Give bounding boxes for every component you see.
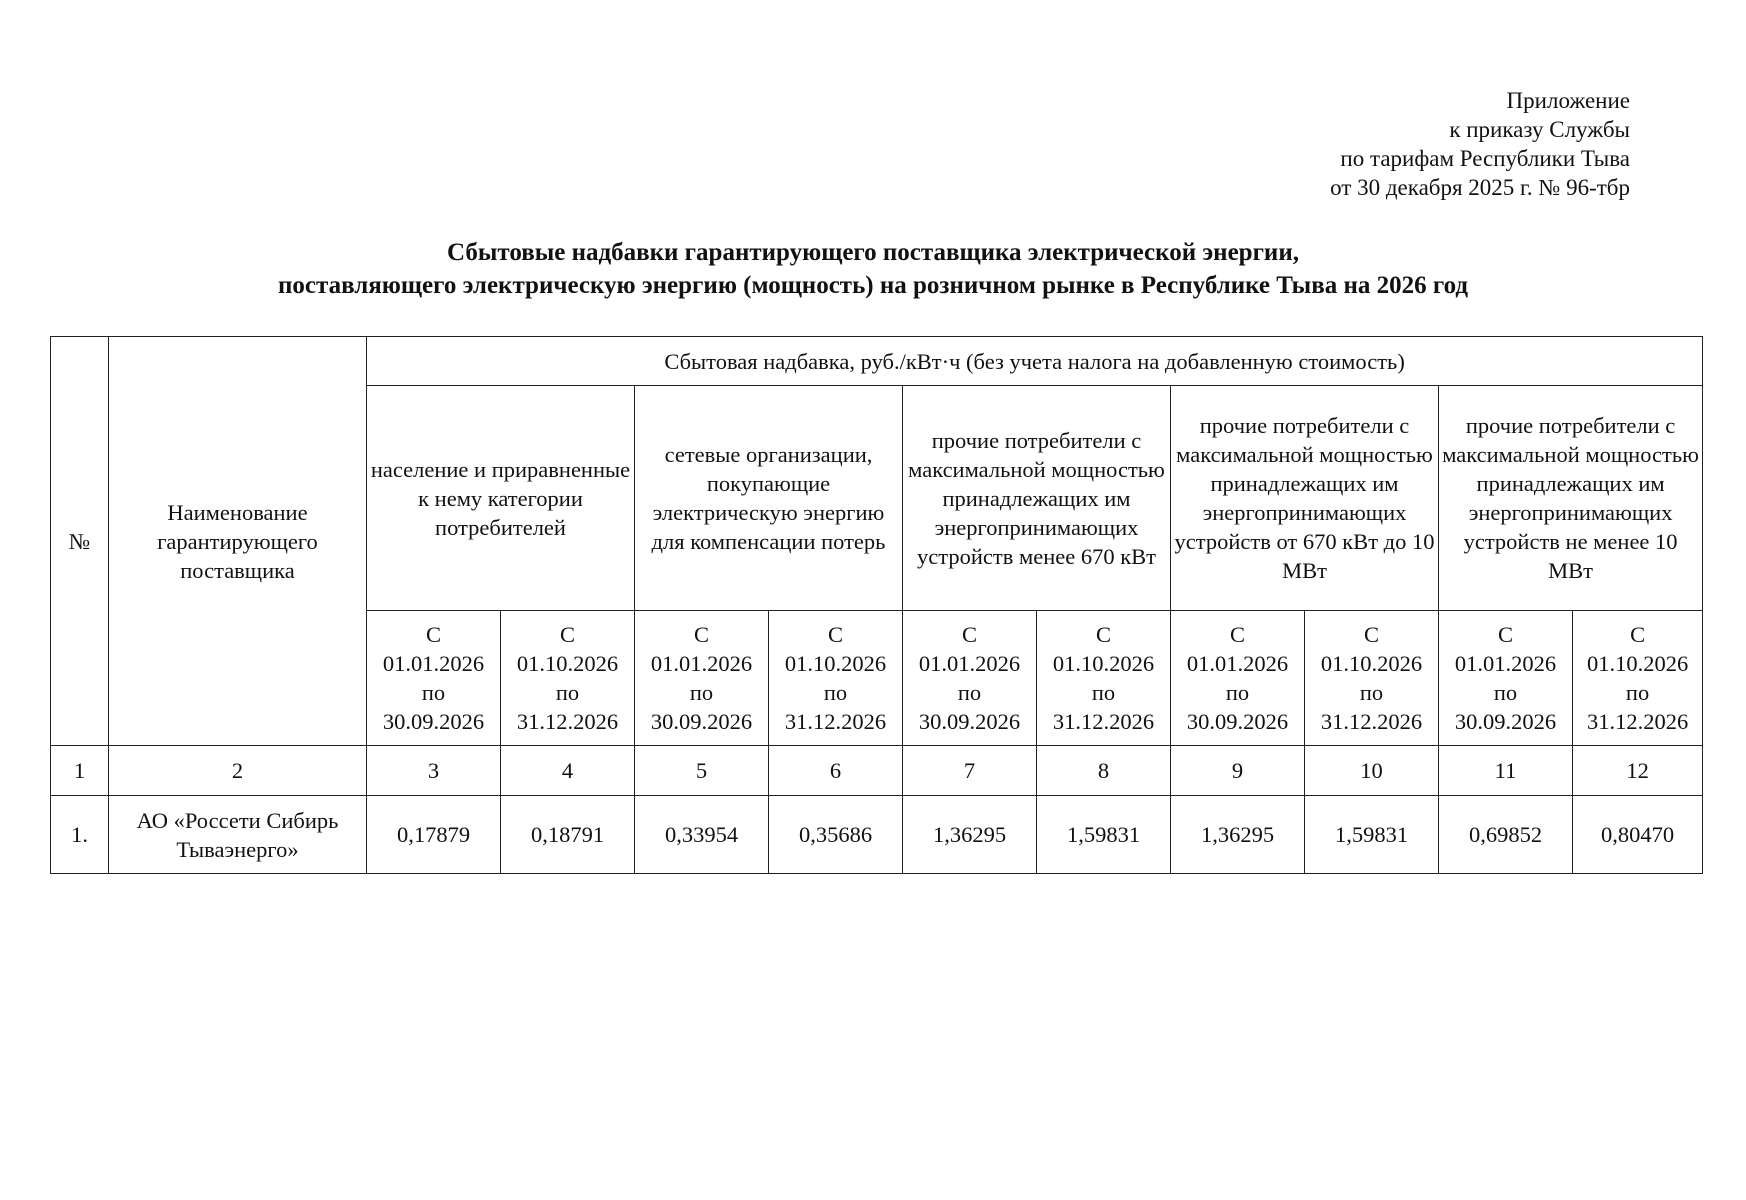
column-number-cell: 1 <box>51 746 109 796</box>
period-cell-h1: С 01.01.2026 по 30.09.2026 <box>1171 611 1305 746</box>
header-category-over-10mw: прочие потребители с максимальной мощностью принадлежащих им энергопринимающих устройств не менее 10 МВт <box>1439 386 1703 611</box>
appendix-line-2: к приказу Службы <box>1449 117 1630 142</box>
period-cell-h2: С 01.10.2026 по 31.12.2026 <box>501 611 635 746</box>
column-number-cell: 2 <box>109 746 367 796</box>
period-cell-h1: С 01.01.2026 по 30.09.2026 <box>635 611 769 746</box>
header-number: № <box>51 337 109 746</box>
header-category-under-670kw: прочие потребители с максимальной мощностью принадлежащих им энергопринимающих устройств менее 670 кВт <box>903 386 1171 611</box>
value-cell: 1,36295 <box>1171 796 1305 874</box>
value-cell: 0,35686 <box>769 796 903 874</box>
value-cell: 1,36295 <box>903 796 1037 874</box>
column-number-cell: 7 <box>903 746 1037 796</box>
column-number-cell: 8 <box>1037 746 1171 796</box>
value-cell: 1,59831 <box>1305 796 1439 874</box>
title-line-1: Сбытовые надбавки гарантирующего поставщика электрической энергии, <box>447 239 1299 266</box>
header-category-network-orgs: сетевые организации, покупающие электрическую энергию для компенсации потерь <box>635 386 903 611</box>
period-cell-h2: С 01.10.2026 по 31.12.2026 <box>1037 611 1171 746</box>
column-number-row <box>51 746 1703 796</box>
value-cell: 0,18791 <box>501 796 635 874</box>
value-cell: 0,33954 <box>635 796 769 874</box>
appendix-header <box>1330 86 1630 202</box>
column-number-cell: 5 <box>635 746 769 796</box>
period-cell-h1: С 01.01.2026 по 30.09.2026 <box>1439 611 1573 746</box>
appendix-line-4: от 30 декабря 2025 г. № 96-тбр <box>1330 175 1630 200</box>
period-cell-h2: С 01.10.2026 по 31.12.2026 <box>769 611 903 746</box>
header-category-population: население и приравненные к нему категории потребителей <box>367 386 635 611</box>
title-line-2: поставляющего электрическую энергию (мощность) на розничном рынке в Республике Тыва на 2026 год <box>277 272 1469 299</box>
supplier-name: АО «Россети Сибирь Тываэнерго» <box>109 796 367 874</box>
header-markup-group: Сбытовая надбавка, руб./кВт·ч (без учета налога на добавленную стоимость) <box>367 337 1703 386</box>
header-supplier-name: Наименование гарантирующего поставщика <box>109 337 367 746</box>
header-category-670kw-10mw: прочие потребители с максимальной мощностью принадлежащих им энергопринимающих устройств от 670 кВт до 10 МВт <box>1171 386 1439 611</box>
period-cell-h2: С 01.10.2026 по 31.12.2026 <box>1305 611 1439 746</box>
tariff-table <box>50 336 1703 874</box>
table-row <box>51 796 1703 874</box>
header-row-group <box>51 337 1703 386</box>
value-cell: 0,69852 <box>1439 796 1573 874</box>
period-cell-h2: С 01.10.2026 по 31.12.2026 <box>1573 611 1703 746</box>
appendix-line-1: Приложение <box>1506 88 1630 113</box>
row-number: 1. <box>51 796 109 874</box>
value-cell: 0,17879 <box>367 796 501 874</box>
column-number-cell: 6 <box>769 746 903 796</box>
column-number-cell: 11 <box>1439 746 1573 796</box>
column-number-cell: 9 <box>1171 746 1305 796</box>
document-title <box>0 236 1746 302</box>
period-cell-h1: С 01.01.2026 по 30.09.2026 <box>367 611 501 746</box>
appendix-line-3: по тарифам Республики Тыва <box>1340 146 1630 171</box>
period-cell-h1: С 01.01.2026 по 30.09.2026 <box>903 611 1037 746</box>
column-number-cell: 10 <box>1305 746 1439 796</box>
value-cell: 0,80470 <box>1573 796 1703 874</box>
column-number-cell: 4 <box>501 746 635 796</box>
column-number-cell: 12 <box>1573 746 1703 796</box>
value-cell: 1,59831 <box>1037 796 1171 874</box>
column-number-cell: 3 <box>367 746 501 796</box>
